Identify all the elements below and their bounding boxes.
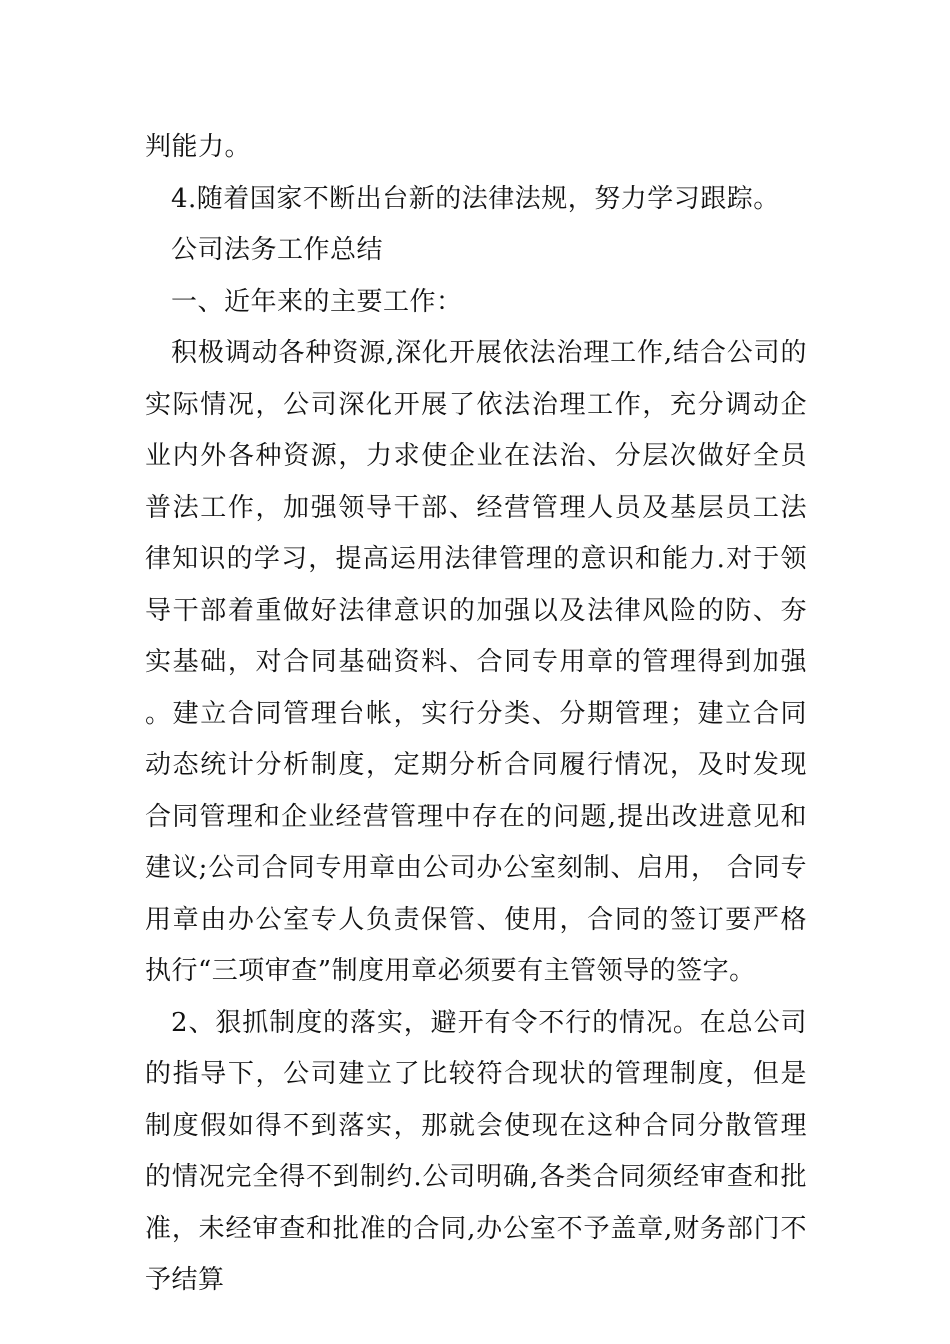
document-page [145, 122, 807, 1307]
paragraph-1: 判能力。 [145, 132, 252, 162]
paragraph-body-1: 积极调动各种资源,深化开展依法治理工作,结合公司的实际情况，公司深化开展了依法治理工作，充分调动企业内外各种资源，力求使企业在法治、分层次做好全员普法工作，加强领导干部、经营管理人员及基层员工法律知识的学习，提高运用法律管理的意识和能力.对于领导干部着重做好法律意识的加强以及法律风险的防、夯实基础，对合同基础资料、合同专用章的管理得到加强。建立合同管理台帐，实行分类、分期管理；建立合同动态统计分析制度，定期分析合同履行情况，及时发现合同管理和企业经营管理中存在的问题,提出改进意见和建议;公司合同专用章由公司办公室刻制、启用， 合同专用章由办公室专人负责保管、使用，合同的签订要严格执行“三项审查”制度用章必须要有主管领导的签字。 [145, 338, 807, 986]
section-heading-1: 一、近年来的主要工作： [171, 286, 463, 317]
section-title: 公司法务工作总结 [171, 235, 384, 265]
paragraph-body-2: 2、狠抓制度的落实，避开有令不行的情况。在总公司的指导下，公司建立了比较符合现状的管理制度，但是制度假如得不到落实，那就会使现在这种合同分散管理的情况完全得不到制约.公司明确,各类合同须经审查和批准，未经审查和批准的合同,办公室不予盖章,财务部门不予结算 [145, 1007, 807, 1295]
paragraph-2: 4.随着国家不断出台新的法律法规，努力学习跟踪。 [171, 183, 780, 214]
